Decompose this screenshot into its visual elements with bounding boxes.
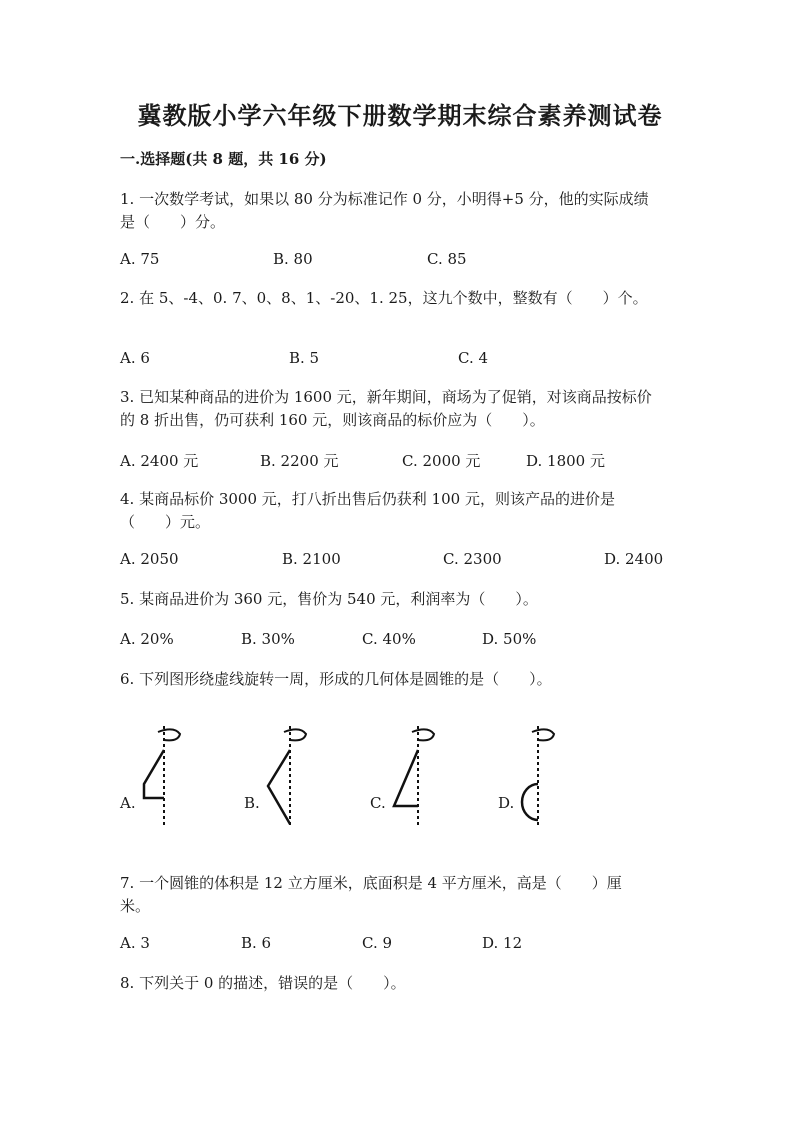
question-text-line: 1. 一次数学考试，如果以 80 分为标准记作 0 分，小明得+5 分，他的实际成绩	[120, 190, 649, 208]
question-text-line: 7. 一个圆锥的体积是 12 立方厘米，底面积是 4 平方厘米，高是（ ）厘	[120, 874, 622, 892]
question-text-line: （ ）元。	[120, 513, 211, 531]
option-b[interactable]: B. 2200 元	[260, 452, 339, 470]
figure-label-a[interactable]: A.	[120, 794, 136, 812]
option-c[interactable]: C. 2300	[443, 550, 502, 568]
question-3	[120, 386, 680, 432]
figure-a-trapezoid[interactable]	[136, 722, 196, 832]
option-a[interactable]: A. 6	[120, 349, 150, 367]
question-text-line: 6. 下列图形绕虚线旋转一周，形成的几何体是圆锥的是（ ）。	[120, 670, 552, 688]
option-c[interactable]: C. 2000 元	[402, 452, 481, 470]
option-a[interactable]: A. 20%	[120, 630, 174, 648]
question-text-line: 是（ ）分。	[120, 213, 226, 231]
figure-d-semicircle[interactable]	[512, 722, 572, 832]
question-text-line: 3. 已知某种商品的进价为 1600 元，新年期间，商场为了促销，对该商品按标价	[120, 388, 652, 406]
option-b[interactable]: B. 80	[273, 250, 313, 268]
option-a[interactable]: A. 75	[120, 250, 160, 268]
section-heading: 一.选择题(共 8 题，共 16 分)	[120, 150, 327, 168]
option-c[interactable]: C. 40%	[362, 630, 416, 648]
question-text-line: 米。	[120, 897, 151, 915]
option-b[interactable]: B. 2100	[282, 550, 341, 568]
question-text-line: 的 8 折出售，仍可获利 160 元，则该商品的标价应为（ ）。	[120, 411, 545, 429]
option-b[interactable]: B. 5	[289, 349, 320, 367]
question-1	[120, 188, 680, 234]
option-c[interactable]: C. 9	[362, 934, 393, 952]
figure-label-d[interactable]: D.	[498, 794, 515, 812]
question-text-line: 5. 某商品进价为 360 元，售价为 540 元，利润率为（ ）。	[120, 590, 538, 608]
question-text-line: 2. 在 5、-4、0. 7、0、8、1、-20、1. 25，这九个数中，整数有（ ）个。	[120, 289, 648, 307]
option-a[interactable]: A. 2400 元	[120, 452, 199, 470]
page-title: 冀教版小学六年级下册数学期末综合素养测试卷	[137, 101, 663, 130]
question-text-line: 8. 下列关于 0 的描述，错误的是（ ）。	[120, 974, 406, 992]
option-d[interactable]: D. 50%	[482, 630, 537, 648]
question-2	[120, 287, 680, 310]
option-d[interactable]: D. 1800 元	[526, 452, 605, 470]
option-d[interactable]: D. 2400	[604, 550, 664, 568]
figure-c-right-triangle[interactable]	[388, 722, 448, 832]
option-b[interactable]: B. 30%	[241, 630, 295, 648]
question-6	[120, 668, 680, 691]
option-a[interactable]: A. 2050	[120, 550, 179, 568]
question-text-line: 4. 某商品标价 3000 元，打八折出售后仍获利 100 元，则该产品的进价是	[120, 490, 615, 508]
option-a[interactable]: A. 3	[120, 934, 150, 952]
option-d[interactable]: D. 12	[482, 934, 523, 952]
option-c[interactable]: C. 85	[427, 250, 467, 268]
figure-label-c[interactable]: C.	[370, 794, 386, 812]
question-5	[120, 588, 680, 611]
figure-b-triangle-opposite[interactable]	[258, 722, 318, 832]
figure-label-b[interactable]: B.	[244, 794, 260, 812]
question-8	[120, 972, 680, 995]
question-4	[120, 488, 680, 534]
question-7	[120, 872, 680, 918]
option-c[interactable]: C. 4	[458, 349, 489, 367]
option-b[interactable]: B. 6	[241, 934, 272, 952]
